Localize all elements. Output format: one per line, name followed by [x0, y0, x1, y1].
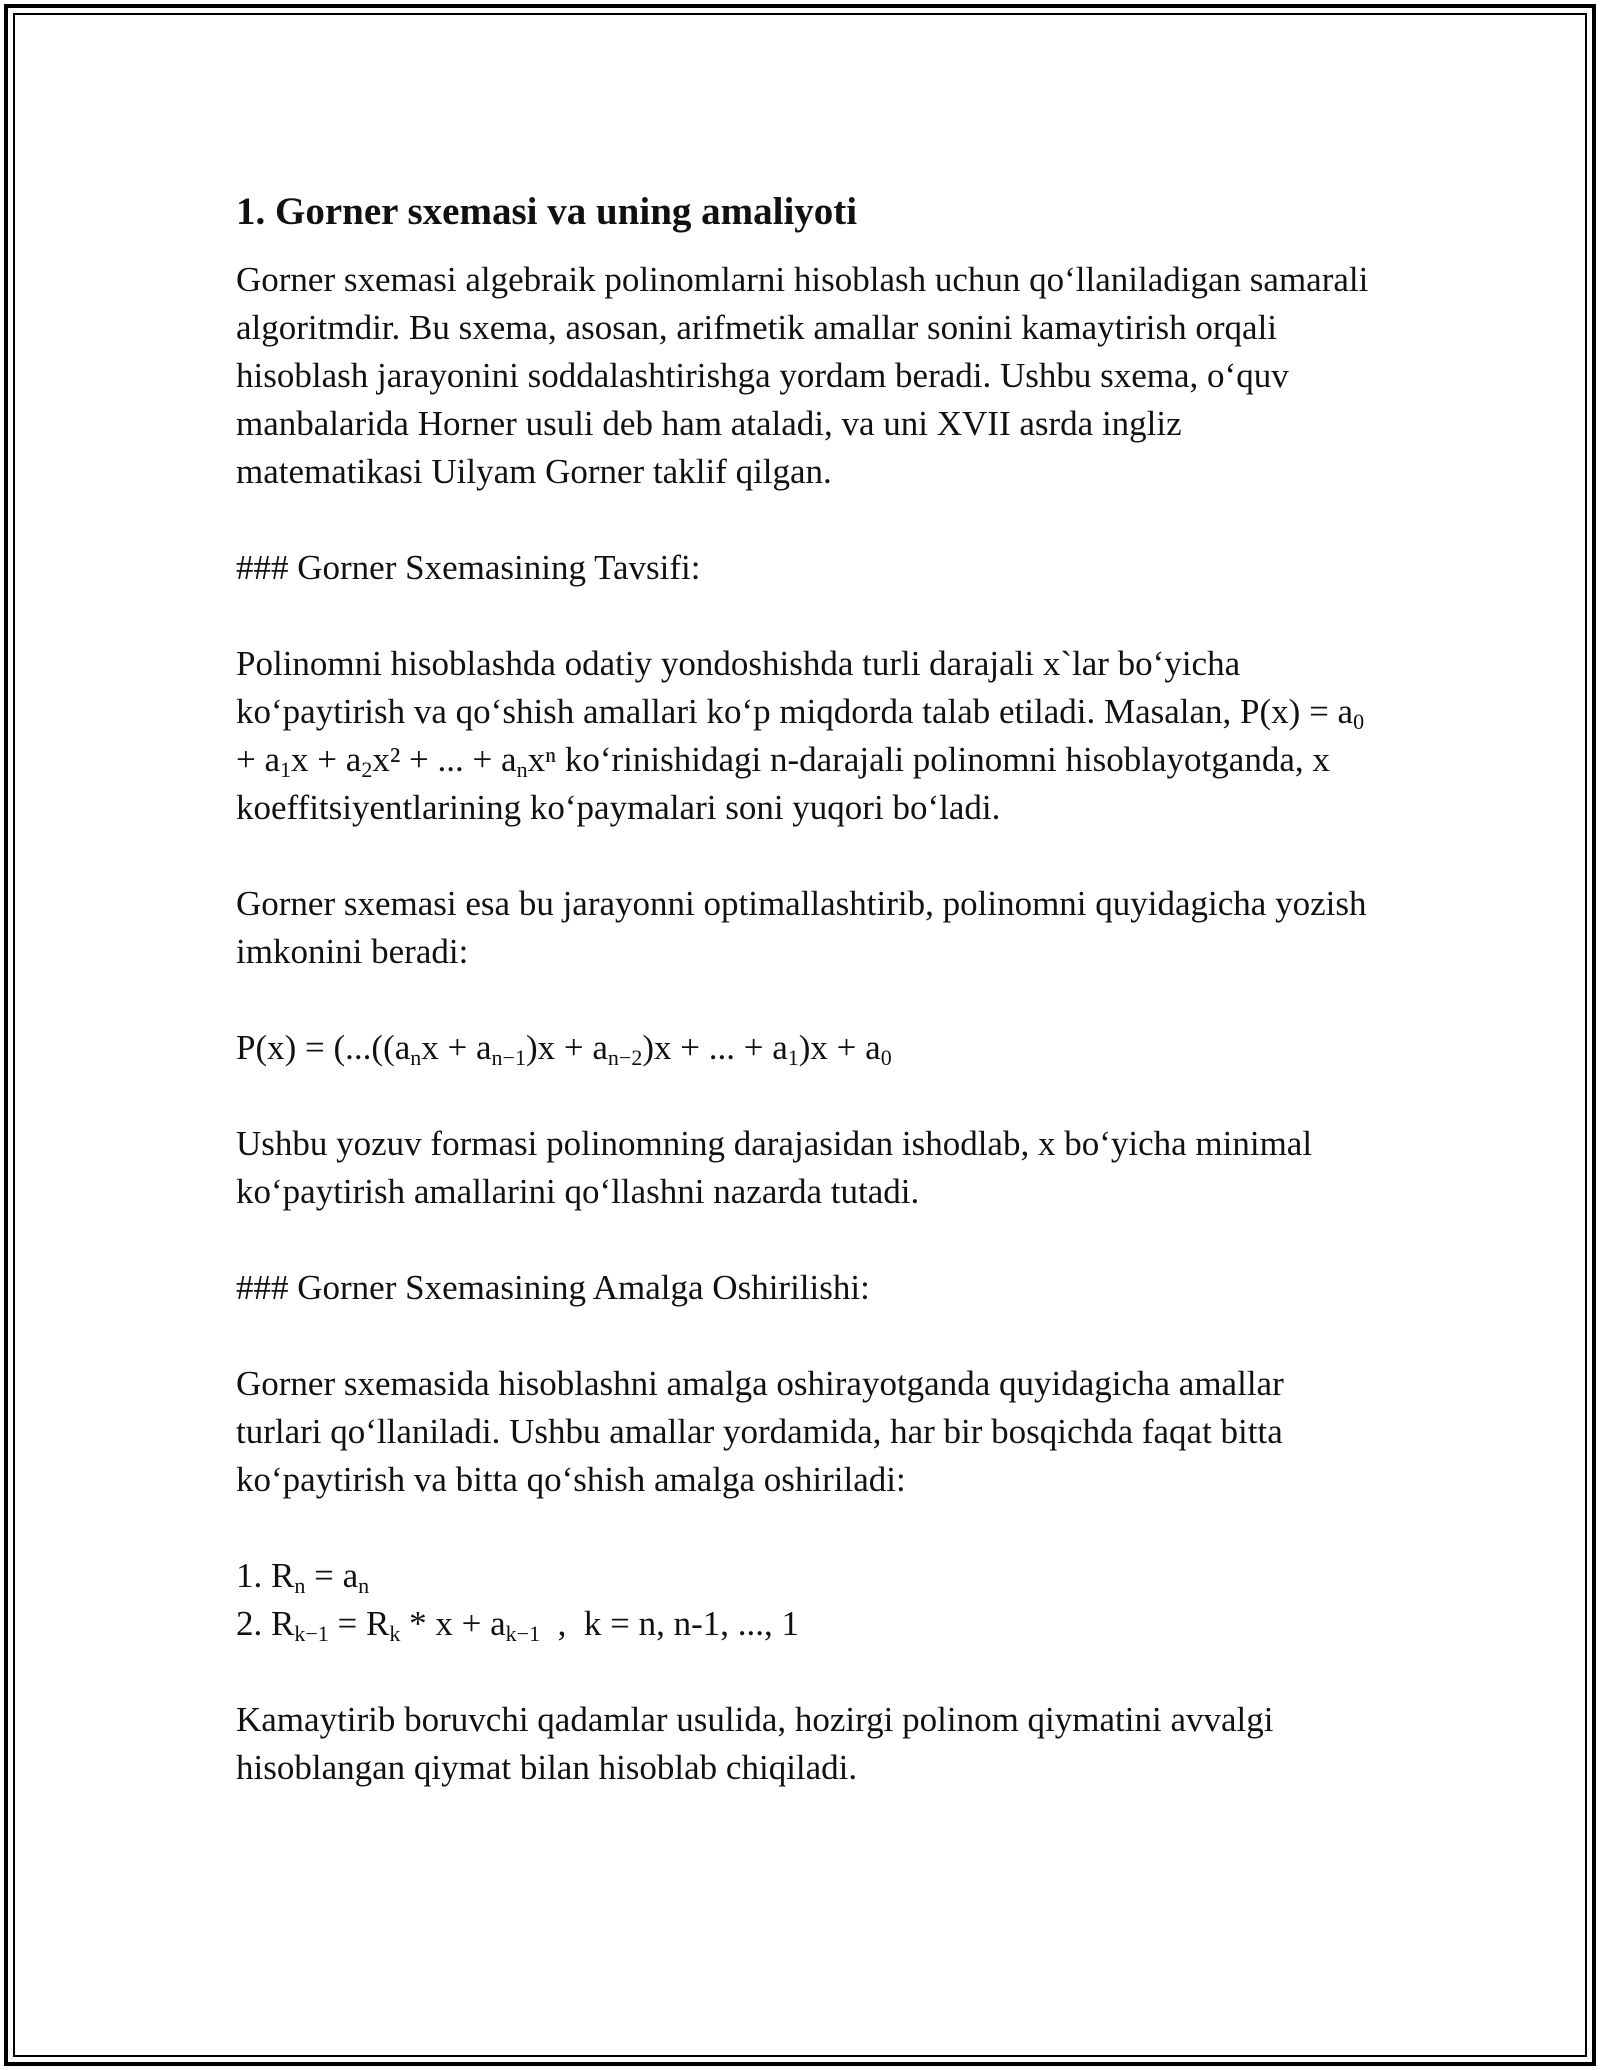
description-heading: ### Gorner Sxemasining Tavsifi: — [236, 548, 701, 587]
desc-plus-a: + a — [236, 740, 281, 779]
formula-part: )x + ... + a — [642, 1028, 788, 1067]
step-part: 2. R — [236, 1604, 295, 1643]
desc-x2: x² + ... + a — [372, 740, 517, 779]
intro-paragraph: Gorner sxemasi algebraik polinomlarni hisoblash uchun qo‘llaniladigan samarali algoritmdir. Bu sxema, asosan, arifmetik amallar sonini kamaytirish orqali hisoblash jarayonini soddalashtirishga yordam beradi. Ushbu sxema, o‘quv manbalarida Horner usuli deb ham ataladi, va uni XVII asrda ingliz matematikasi Uilyam Gorner taklif qilgan. — [236, 260, 1369, 491]
step-part: = a — [305, 1556, 359, 1595]
step-sub: k−1 — [505, 1621, 541, 1646]
desc-sub-2: 2 — [361, 757, 373, 782]
implementation-paragraph: Gorner sxemasida hisoblashni amalga oshirayotganda quyidagicha amallar turlari qo‘llaniladi. Ushbu amallar yordamida, har bir bosqichda faqat bitta ko‘paytirish va bitta qo‘shish amalga oshiriladi: — [236, 1364, 1284, 1499]
step-sub: n — [358, 1573, 370, 1598]
formula-part: P(x) = (...((a — [236, 1028, 411, 1067]
step-part: , k = n, n-1, ..., 1 — [540, 1604, 799, 1643]
desc-xn: xⁿ — [527, 740, 557, 779]
step-part: * x + a — [400, 1604, 506, 1643]
step-sub: k−1 — [294, 1621, 329, 1646]
steps-list — [236, 1552, 1376, 1648]
formula-sub: n−1 — [491, 1045, 526, 1070]
step-item-1 — [236, 1552, 1376, 1600]
formula-part: )x + a — [798, 1028, 881, 1067]
closing-paragraph: Kamaytirib boruvchi qadamlar usulida, hozirgi polinom qiymatini avvalgi hisoblangan qiymat bilan hisoblab chiqiladi. — [236, 1700, 1274, 1787]
horner-formula — [236, 1024, 1376, 1072]
step-item-2 — [236, 1600, 1376, 1648]
implementation-heading: ### Gorner Sxemasining Amalga Oshirilishi: — [236, 1268, 870, 1307]
formula-part: )x + a — [525, 1028, 608, 1067]
horner-intro-paragraph: Gorner sxemasi esa bu jarayonni optimallashtirib, polinomni quyidagicha yozish imkonini beradi: — [236, 884, 1367, 971]
desc-text-2: ko‘rinishidagi n-darajali polinomni hisoblayotganda, x koeffitsiyentlarining ko‘paymalari soni yuqori bo‘ladi. — [236, 740, 1330, 827]
step-sub: n — [294, 1573, 306, 1598]
desc-text-1: Polinomni hisoblashda odatiy yondoshishda turli darajali x`lar bo‘yicha ko‘paytirish va qo‘shish amallari ko‘p miqdorda talab etiladi. Masalan, P(x) = a — [236, 644, 1354, 731]
desc-sub-1: 1 — [280, 757, 292, 782]
step-sub: k — [389, 1621, 401, 1646]
desc-sub-0: 0 — [1353, 709, 1365, 734]
step-part: = R — [328, 1604, 390, 1643]
desc-x-plus-a: x + a — [291, 740, 362, 779]
formula-sub: 1 — [787, 1045, 799, 1070]
step-part: 1. R — [236, 1556, 295, 1595]
description-paragraph — [236, 640, 1376, 832]
formula-sub: n−2 — [607, 1045, 643, 1070]
formula-sub: 0 — [880, 1045, 892, 1070]
document-body — [236, 180, 1376, 1840]
formula-part: x + a — [421, 1028, 492, 1067]
document-title: 1. Gorner sxemasi va uning amaliyoti — [236, 190, 858, 233]
formula-sub: n — [410, 1045, 422, 1070]
formula-note-paragraph: Ushbu yozuv formasi polinomning darajasidan ishodlab, x bo‘yicha minimal ko‘paytirish amallarini qo‘llashni nazarda tutadi. — [236, 1124, 1313, 1211]
desc-sub-n: n — [516, 757, 528, 782]
